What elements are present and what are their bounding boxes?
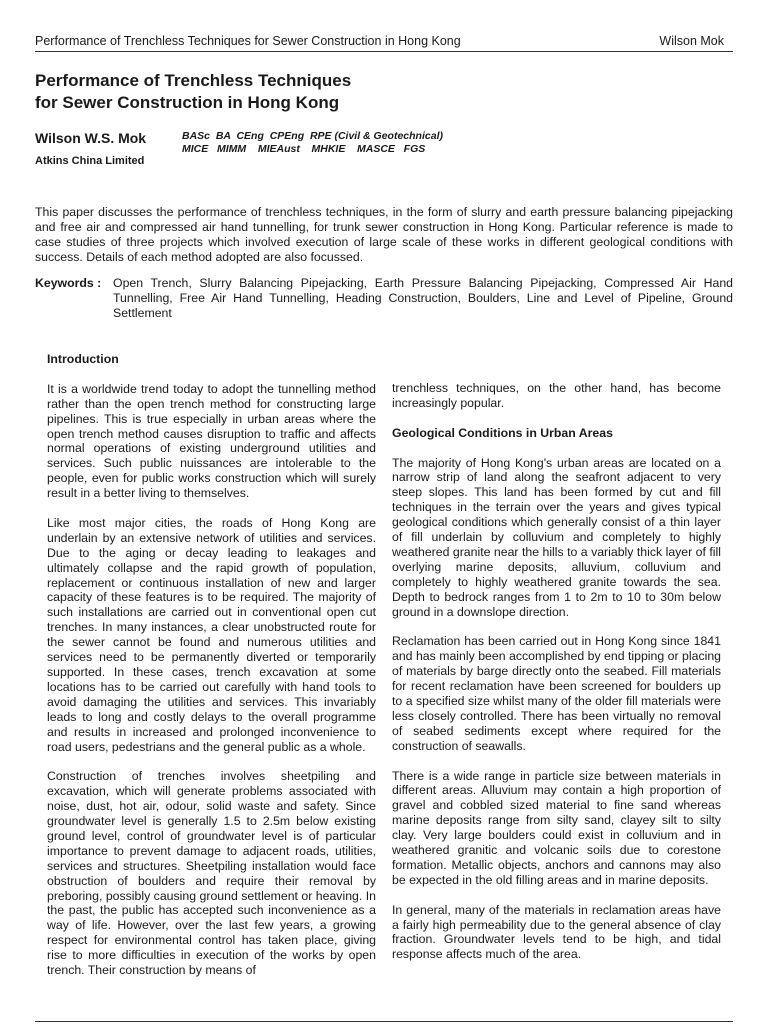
qualifications-line-2: MICE MIMM MIEAust MHKIE MASCE FGS bbox=[182, 143, 426, 155]
paragraph: Like most major cities, the roads of Hong Kong are underlain by an extensive network of utilities and services. Due to the aging or decay leading to leakages and ultimately collapse and the rapid growth of population, replacement or continuous installation of new and larger capacity of these features is to be required. The majority of such installations are carried out in conventional open cut trenches. In many instances, a clear unobstructed route for the sewer cannot be found and numerous utilities and services need to be permanently diverted or temporarily supported. In these cases, trench excavation at some locations has to be carried out carefully with hand tools to avoid damaging the utilities and services. This invariably leads to long and costly delays to the overall programme and results in increased and prolonged inconvenience to road users, pedestrians and the general public as a whole. bbox=[47, 515, 376, 754]
author-qualifications bbox=[182, 130, 443, 156]
keywords bbox=[35, 276, 733, 321]
paragraph: It is a worldwide trend today to adopt the tunnelling method rather than the open trench method for constructing large pipelines. This is true especially in urban areas where the open trench method causes disruption to traffic and affects normal operations of existing underground utilities and services. Such public nuissances are intolerable to the people, even for public works construction which will surely result in a better living to themselves. bbox=[47, 381, 376, 501]
paragraph: Construction of trenches involves sheetpiling and excavation, which will generate problems associated with noise, dust, hot air, odour, solid waste and safety. Since groundwater level is generally 1.5 to 2.5m below existing ground level, control of groundwater level is of particular importance to prevent damage to adjacent roads, utilities, services and structures. Sheetpiling installation would face obstruction of boulders and require their removal by preboring, possibly causing ground settlement or heaving. In the past, the public has accepted such inconvenience as a way of life. However, over the last few years, a growing respect for environmental control has taken place, giving rise to more difficulties in execution of the works by open trench. Their construction by means of bbox=[47, 769, 376, 978]
section-heading-geological-conditions: Geological Conditions in Urban Areas bbox=[392, 425, 613, 440]
paragraph: There is a wide range in particle size between materials in different areas. Alluvium may contain a high proportion of gravel and cobbled sized material to fine sand whereas marine deposits range from silty sand, clayey silt to silty clay. Very large boulders could exist in colluvium and in weathered granitic and volcanic soils due to corestone formation. Metallic objects, anchors and cannons may also be expected in the old filling areas and in marine deposits. bbox=[392, 768, 721, 887]
section-heading-introduction: Introduction bbox=[47, 352, 119, 366]
paragraph: trenchless techniques, on the other hand, has become increasingly popular. bbox=[392, 381, 721, 410]
left-column bbox=[47, 352, 376, 993]
paper-title-line-2: for Sewer Construction in Hong Kong bbox=[35, 93, 340, 112]
author-affiliation: Atkins China Limited bbox=[35, 155, 145, 167]
paper-title-line-1: Performance of Trenchless Techniques bbox=[35, 71, 352, 90]
abstract: This paper discusses the performance of trenchless techniques, in the form of slurry and earth pressure balancing pipejacking and free air and compressed air hand tunnelling, for trunk sewer construction in Hong Kong. Particular reference is made to case studies of three projects which involved execution of large scale of these works in different geological conditions with success. Details of each method adopted are also focussed. bbox=[35, 205, 733, 264]
keywords-text: Open Trench, Slurry Balancing Pipejacking, Earth Pressure Balancing Pipejacking, Compressed Air Hand Tunnelling, Free Air Hand Tunnelling, Heading Construction, Boulders, Line and Level of Pipeline, Ground Settlement bbox=[113, 276, 733, 320]
footer-divider bbox=[35, 1021, 733, 1022]
running-author: Wilson Mok bbox=[659, 34, 724, 48]
paragraph: Reclamation has been carried out in Hong Kong since 1841 and has mainly been accomplished by end tipping or placing of materials by barge directly onto the seabed. Fill materials for recent reclamation have been screened for boulders up to a specified size whilst many of the older fill materials were less closely controlled. There has been virtually no removal of seabed sediments except where required for the construction of seawalls. bbox=[392, 634, 721, 753]
paragraph: In general, many of the materials in reclamation areas have a fairly high permeability due to the general absence of clay fraction. Groundwater levels tend to be high, and tidal response affects much of the area. bbox=[392, 902, 721, 962]
author-name: Wilson W.S. Mok bbox=[35, 130, 147, 146]
header-divider bbox=[35, 51, 733, 52]
keywords-label: Keywords : bbox=[35, 276, 102, 290]
paper-title bbox=[35, 70, 555, 114]
qualifications-line-1: BASc BA CEng CPEng RPE (Civil & Geotechnical) bbox=[182, 130, 443, 142]
paragraph: The majority of Hong Kong's urban areas are located on a narrow strip of land along the seafront adjacent to very steep slopes. This land has been formed by cut and fill techniques in the terrain over the years and gives typical geological conditions which generally consist of a thin layer of fill underlain by colluvium and completely to highly weathered granite near the hills to a variably thick layer of fill overlying marine deposits, alluvium, colluvium and completely to highly weathered granite towards the sea. Depth to bedrock ranges from 1 to 2m to 10 to 30m below ground in a downslope direction. bbox=[392, 455, 721, 619]
right-column bbox=[392, 381, 721, 977]
running-title: Performance of Trenchless Techniques for Sewer Construction in Hong Kong bbox=[35, 34, 461, 48]
running-header bbox=[35, 33, 724, 50]
